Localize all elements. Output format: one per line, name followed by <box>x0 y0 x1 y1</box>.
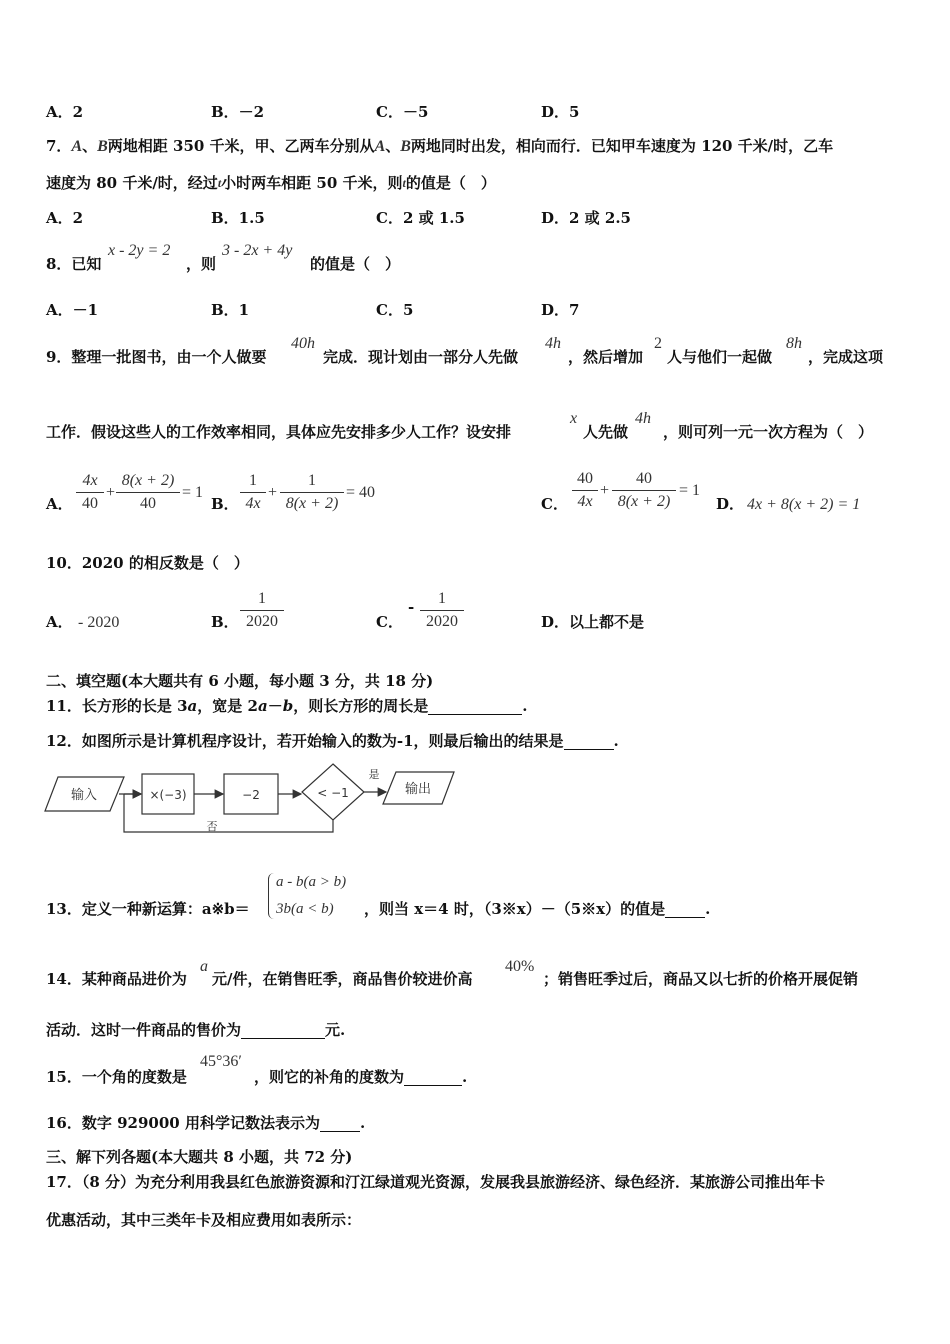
q15-text-1: 15．一个角的度数是 <box>46 1068 187 1086</box>
q6-option-d: D．5 <box>541 103 580 121</box>
output-parallelogram <box>383 772 454 804</box>
q9-option-d-equation: 4x + 8(x + 2) = 1 <box>747 496 861 513</box>
flowchart-condition-label: < −1 <box>317 786 349 800</box>
q15-angle: 45°36′ <box>200 1053 242 1070</box>
flowchart-output-label: 输出 <box>404 782 432 797</box>
q8-option-a: A．－1 <box>46 301 99 319</box>
q13-suffix: ，则当 x＝4 时，（3※x）－（5※x）的值是 . <box>364 900 711 918</box>
q8-option-d: D．7 <box>541 301 580 319</box>
q16-text: 16．数字 929000 用科学记数法表示为 . <box>46 1114 366 1132</box>
q7-option-a: A．2 <box>46 209 84 227</box>
flowchart-no-label: 否 <box>206 820 218 833</box>
q9-option-a-fraction-2: 8(x + 2) 40 <box>116 471 180 514</box>
q9-option-a-rhs: = 1 <box>182 484 204 501</box>
q9-option-d-label: D． <box>716 495 745 513</box>
q9-x: x <box>570 410 578 427</box>
q13-answer-blank[interactable] <box>665 917 705 918</box>
condition-diamond <box>302 764 364 820</box>
q7-option-b: B．1.5 <box>211 209 265 227</box>
q10-option-a-value: - 2020 <box>78 614 120 631</box>
q8-option-b: B．1 <box>211 301 250 319</box>
q9-option-a-plus: + <box>106 484 116 501</box>
multiply-box <box>142 774 194 814</box>
q9-2: 2 <box>654 335 662 352</box>
q10-option-d: D．以上都不是 <box>541 613 645 631</box>
q6-option-c: C．－5 <box>376 103 429 121</box>
section-2-heading: 二、填空题(本大题共有 6 小题，每小题 3 分，共 18 分) <box>46 672 434 690</box>
q9-option-b-fraction-1: 1 4x <box>240 471 266 514</box>
section-3-heading: 三、解下列各题(本大题共 8 小题，共 72 分) <box>46 1148 353 1166</box>
q9-text-2: 完成．现计划由一部分人先做 <box>323 348 519 366</box>
q10-option-c-sign: - <box>408 598 415 616</box>
q9-line2-c: ，则可列一元一次方程为（ ） <box>663 423 874 441</box>
q9-option-c-fraction-2: 40 8(x + 2) <box>612 469 676 512</box>
q10-option-c-label: C． <box>376 613 403 631</box>
q7-line2: 速度为 80 千米/时，经过$^t$小时两车相距 50 千米，则$^t$的值是（ ） <box>46 174 496 192</box>
q9-4h: 4h <box>545 335 561 352</box>
q14-answer-blank[interactable] <box>241 1038 325 1039</box>
q14-line2: 活动．这时一件商品的售价为 元. <box>46 1021 346 1039</box>
q9-option-c-plus: + <box>600 482 610 499</box>
q16-answer-blank[interactable] <box>320 1131 360 1132</box>
flowchart-input-label: 输入 <box>70 788 98 803</box>
q12-answer-blank[interactable] <box>564 749 614 750</box>
q15-answer-blank[interactable] <box>404 1085 462 1086</box>
q9-option-c-fraction-1: 40 4x <box>572 469 598 512</box>
q6-option-b: B．－2 <box>211 103 265 121</box>
q9-option-c-rhs: = 1 <box>679 482 701 499</box>
q9-option-b-plus: + <box>268 484 278 501</box>
q7-option-d: D．2 或 2.5 <box>541 209 631 227</box>
q9-line2-b: 人先做 <box>583 423 629 441</box>
program-flowchart <box>40 760 460 840</box>
q14-text-1: 14．某种商品进价为 <box>46 970 187 988</box>
flowchart-subtract-label: −2 <box>242 788 260 802</box>
q10-option-c-fraction: 1 2020 <box>420 589 464 632</box>
q17-line1: 17．（8 分）为充分利用我县红色旅游资源和汀江绿道观光资源，发展我县旅游经济、绿色经济．某旅游公司推出年卡 <box>46 1173 826 1191</box>
q8-prefix: 8．已知 <box>46 255 102 273</box>
q9-text-1: 9．整理一批图书，由一个人做要 <box>46 348 267 366</box>
q13-case-2: 3b(a < b) <box>276 901 334 917</box>
q9-8h: 8h <box>786 335 802 352</box>
q8-option-c: C．5 <box>376 301 414 319</box>
flowchart-multiply-label: ×(−3) <box>149 788 187 802</box>
q9-option-b-label: B． <box>211 495 239 513</box>
q9-text-5: ，完成这项 <box>808 348 884 366</box>
q15-text-2: ，则它的补角的度数为 . <box>254 1068 468 1086</box>
q9-option-b-rhs: = 40 <box>346 484 376 501</box>
q11-answer-blank[interactable] <box>428 714 522 715</box>
q14-text-3: ；销售旺季过后，商品又以七折的价格开展促销 <box>543 970 859 988</box>
q8-then: ，则 <box>186 255 217 273</box>
subtract-box <box>224 774 278 814</box>
q9-option-c-label: C． <box>541 495 568 513</box>
q14-a: a <box>200 958 208 975</box>
q9-option-b-fraction-2: 1 8(x + 2) <box>280 471 344 514</box>
q6-option-a: A．2 <box>46 103 84 121</box>
q8-equation-1: x - 2y = 2 <box>108 242 171 259</box>
input-parallelogram <box>45 777 124 811</box>
q10-option-b-fraction: 1 2020 <box>240 589 284 632</box>
q9-option-a-fraction-1: 4x 40 <box>76 471 104 514</box>
q7-line1: 7．A、B两地相距 350 千米，甲、乙两车分别从A、B两地同时出发，相向而行．已知甲车速度为 120 千米/时，乙车 <box>46 137 834 155</box>
flowchart-yes-label: 是 <box>368 768 380 781</box>
q8-suffix: 的值是（ ） <box>310 255 401 273</box>
q10-option-b-label: B． <box>211 613 239 631</box>
q10-option-a-label: A． <box>46 613 73 631</box>
q10-stem: 10．2020 的相反数是（ ） <box>46 554 249 572</box>
q11-text: 11．长方形的长是 3a，宽是 2a－b，则长方形的周长是 . <box>46 697 528 715</box>
q17-line2: 优惠活动，其中三类年卡及相应费用如表所示： <box>46 1211 362 1229</box>
q9-line2-a: 工作．假设这些人的工作效率相同，具体应先安排多少人工作？设安排 <box>46 423 512 441</box>
q9-option-a-label: A． <box>46 495 73 513</box>
q13-case-1: a - b(a > b) <box>276 874 347 890</box>
q9-text-3: ，然后增加 <box>568 348 644 366</box>
q13-prefix: 13．定义一种新运算：a※b＝ <box>46 900 250 918</box>
q14-text-2: 元/件，在销售旺季，商品售价较进价高 <box>212 970 473 988</box>
q12-text: 12．如图所示是计算机程序设计，若开始输入的数为-1，则最后输出的结果是 . <box>46 732 619 750</box>
q9-text-4: 人与他们一起做 <box>667 348 773 366</box>
q9-40h: 40h <box>291 335 315 352</box>
q14-percentage: 40% <box>505 958 535 975</box>
q7-option-c: C．2 或 1.5 <box>376 209 465 227</box>
q9-4h-b: 4h <box>635 410 651 427</box>
q8-expression: 3 - 2x + 4y <box>222 242 293 259</box>
